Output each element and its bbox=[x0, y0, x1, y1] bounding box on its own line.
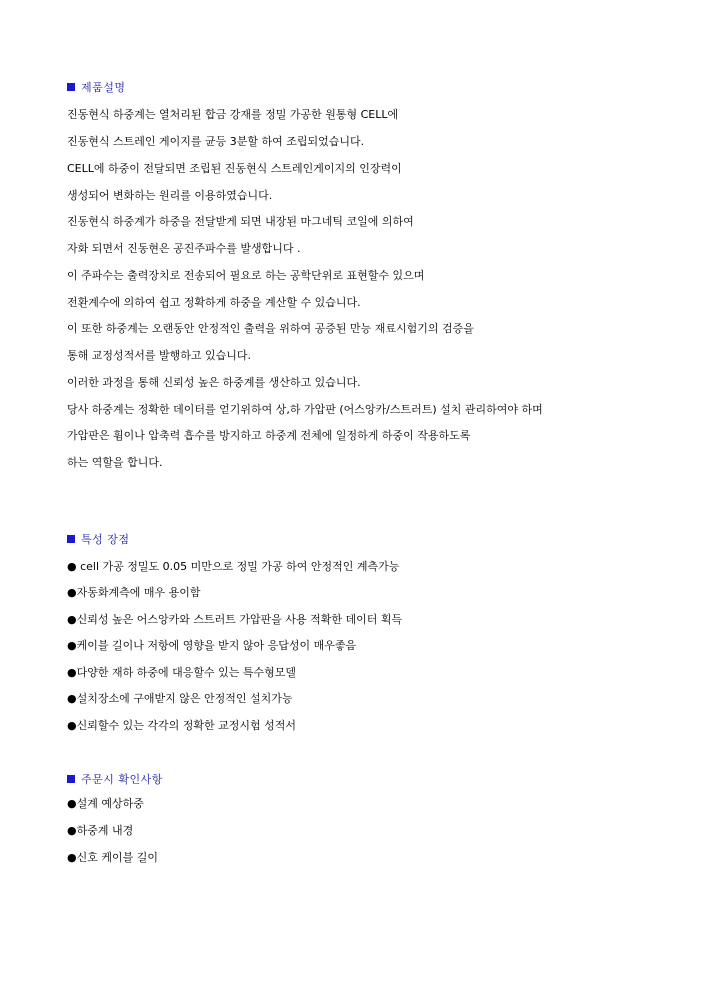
heading-text: 주문시 확인사항 bbox=[81, 773, 163, 786]
paragraph-line: 진동현식 스트레인 게이지를 균등 3분할 하여 조립되었습니다. bbox=[67, 135, 365, 148]
section-heading bbox=[67, 79, 667, 95]
feature-item: ●신뢰성 높은 어스앙카와 스트러트 가압판을 사용 적확한 데이터 획득 bbox=[67, 613, 403, 626]
blue-square-icon bbox=[67, 83, 75, 91]
paragraph-line: 진동현식 하중계가 하중을 전달받게 되면 내장된 마그네틱 코일에 의하여 bbox=[67, 215, 414, 228]
feature-item: ●설치장소에 구애받지 않은 안정적인 설치가능 bbox=[67, 692, 293, 705]
checklist-item: ●설계 예상하중 bbox=[67, 797, 144, 810]
paragraph-line: CELL에 하중이 전달되면 조립된 진동현식 스트레인게이지의 인장력이 bbox=[67, 162, 402, 175]
section-order-checklist bbox=[67, 771, 667, 881]
paragraph-line: 이 주파수는 출력장치로 전송되어 필요로 하는 공학단위로 표현할수 있으며 bbox=[67, 269, 425, 282]
paragraph-line: 통해 교정성적서를 발행하고 있습니다. bbox=[67, 349, 252, 362]
paragraph-line: 가압판은 휨이나 압축력 흡수를 방지하고 하중계 전체에 일정하게 하중이 작용하도록 bbox=[67, 429, 471, 442]
paragraph-line: 전환계수에 의하여 쉽고 정확하게 하중을 계산할 수 있습니다. bbox=[67, 296, 361, 309]
paragraph-line: 하는 역할을 합니다. bbox=[67, 456, 163, 469]
paragraph-line: 자화 되면서 진동현은 공진주파수를 발생합니다 . bbox=[67, 242, 301, 255]
paragraph-line: 이 또한 하중계는 오랜동안 안정적인 출력을 위하여 공증된 만능 재료시험기의 검증을 bbox=[67, 322, 474, 335]
heading-text: 제품설명 bbox=[81, 81, 126, 94]
paragraph-line: 이러한 과정을 통해 신뢰성 높은 하중계를 생산하고 있습니다. bbox=[67, 376, 361, 389]
paragraph-line: 생성되어 변화하는 원리를 이용하였습니다. bbox=[67, 189, 273, 202]
checklist-item: ●하중계 내경 bbox=[67, 824, 134, 837]
feature-item: ●자동화계측에 매우 용이함 bbox=[67, 586, 201, 599]
feature-item: ●다양한 재하 하중에 대응할수 있는 특수형모델 bbox=[67, 666, 296, 679]
heading-text: 특성 장점 bbox=[81, 533, 130, 546]
blue-square-icon bbox=[67, 775, 75, 783]
feature-item: ●신뢰할수 있는 각각의 정확한 교정시험 성적서 bbox=[67, 719, 296, 732]
section-features bbox=[67, 531, 667, 741]
feature-item: ● cell 가공 정밀도 0.05 미만으로 정밀 가공 하여 안정적인 계측가능 bbox=[67, 560, 400, 573]
checklist-item: ●신호 케이블 길이 bbox=[67, 851, 158, 864]
section-heading bbox=[67, 771, 667, 787]
feature-item: ●케이블 길이나 저항에 영향을 받지 않아 응답성이 매우좋음 bbox=[67, 639, 357, 652]
section-product-description bbox=[67, 79, 667, 479]
paragraph-line: 진동현식 하중계는 열처리된 합금 강재를 정밀 가공한 원통형 CELL에 bbox=[67, 108, 399, 121]
paragraph-line: 당사 하중계는 정확한 데이터를 얻기위하여 상,하 가압판 (어스앙카/스트러트) 설치 관리하여야 하며 bbox=[67, 403, 543, 416]
blue-square-icon bbox=[67, 535, 75, 543]
section-heading bbox=[67, 531, 667, 547]
